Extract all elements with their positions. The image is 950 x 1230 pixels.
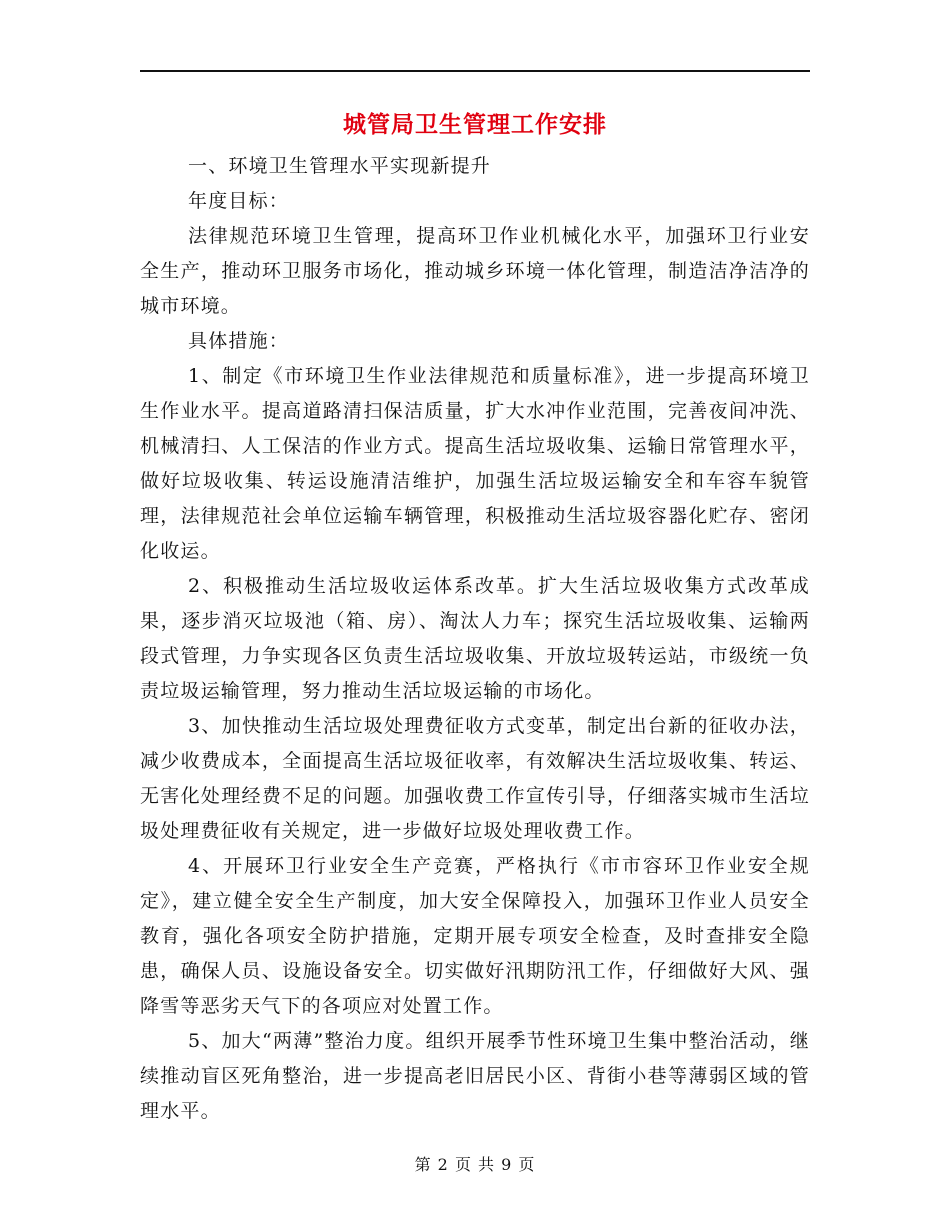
measure-item-3: 3、加快推动生活垃圾处理费征收方式变革，制定出台新的征收办法，减少收费成本，全面提高生活垃圾征收率，有效解决生活垃圾收集、转运、无害化处理经费不足的问题。加强收费工作宣传引导，仔细落实城市生活垃圾处理费征收有关规定，进一步做好垃圾处理收费工作。 xyxy=(140,715,810,842)
measure-item-2: 2、积极推动生活垃圾收运体系改革。扩大生活垃圾收集方式改革成果，逐步消灭垃圾池（箱、房）、淘汰人力车；探究生活垃圾收集、运输两段式管理，力争实现各区负责生活垃圾收集、开放垃圾转运站，市级统一负责垃圾运输管理，努力推动生活垃圾运输的市场化。 xyxy=(140,575,810,702)
document-body xyxy=(140,149,810,1129)
measure-item-1: 1、制定《市环境卫生作业法律规范和质量标准》，进一步提高环境卫生作业水平。提高道路清扫保洁质量，扩大水冲作业范围，完善夜间冲洗、机械清扫、人工保洁的作业方式。提高生活垃圾收集、运输日常管理水平，做好垃圾收集、转运设施清洁维护，加强生活垃圾运输安全和车容车貌管理，法律规范社会单位运输车辆管理，积极推动生活垃圾容器化贮存、密闭化收运。 xyxy=(140,365,810,562)
measure-item-5: 5、加大“两薄”整治力度。组织开展季节性环境卫生集中整治活动，继续推动盲区死角整治，进一步提高老旧居民小区、背街小巷等薄弱区域的管理水平。 xyxy=(140,1030,810,1122)
section-heading: 一、环境卫生管理水平实现新提升 xyxy=(188,155,492,177)
annual-goal-label: 年度目标： xyxy=(188,190,290,212)
annual-goal-paragraph: 法律规范环境卫生管理，提高环卫作业机械化水平，加强环卫行业安全生产，推动环卫服务市场化，推动城乡环境一体化管理，制造洁净洁净的城市环境。 xyxy=(140,225,810,317)
header-rule xyxy=(140,70,810,72)
document-title: 城管局卫生管理工作安排 xyxy=(343,111,607,138)
page-number-footer: 第 2 页 共 9 页 xyxy=(414,1155,536,1174)
measure-item-4: 4、开展环卫行业安全生产竞赛，严格执行《市市容环卫作业安全规定》，建立健全安全生产制度，加大安全保障投入，加强环卫作业人员安全教育，强化各项安全防护措施，定期开展专项安全检查，及时查排安全隐患，确保人员、设施设备安全。切实做好汛期防汛工作，仔细做好大风、强降雪等恶劣天气下的各项应对处置工作。 xyxy=(140,855,810,1017)
measures-label: 具体措施： xyxy=(188,330,290,352)
